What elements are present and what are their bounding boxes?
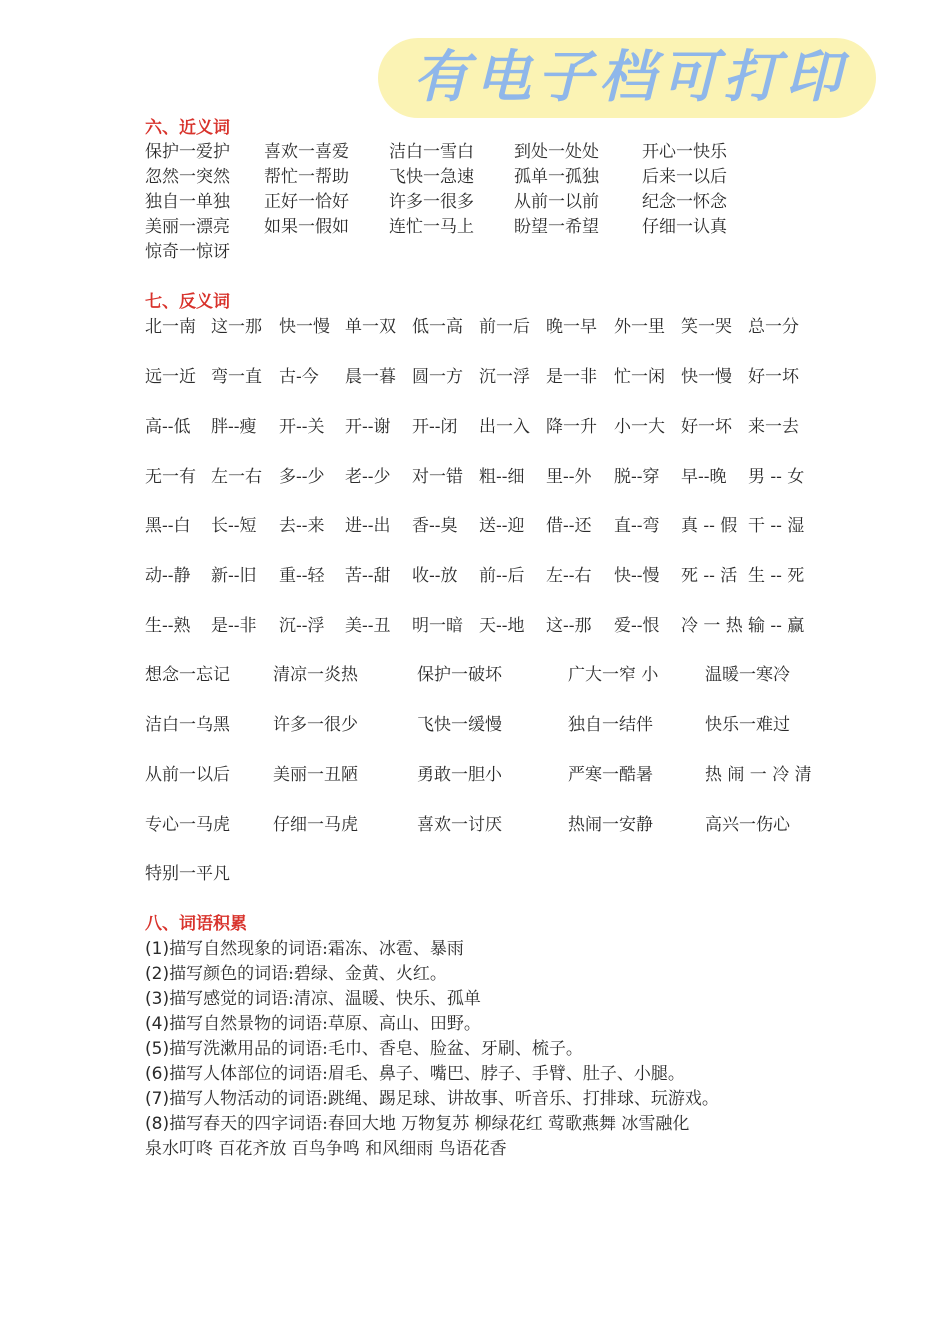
antonym-pair: 好一坏 bbox=[681, 417, 732, 437]
antonym-pair: 粗--细 bbox=[479, 467, 525, 487]
synonym-pair: 许多一很多 bbox=[389, 192, 474, 212]
antonym-pair: 沉一浮 bbox=[479, 367, 530, 387]
item-number: (7) bbox=[145, 1089, 170, 1109]
vocabulary-item bbox=[145, 936, 464, 962]
antonym-pair: 弯一直 bbox=[211, 367, 262, 387]
antonym-pair: 单一双 bbox=[345, 317, 396, 337]
section-8-title: 八、词语积累 bbox=[145, 914, 247, 934]
item-number: (1) bbox=[145, 939, 170, 959]
section-7-title: 七、反义词 bbox=[145, 292, 230, 312]
antonym-pair: 生--熟 bbox=[145, 616, 191, 636]
antonym-pair: 飞快一缓慢 bbox=[417, 715, 502, 735]
antonym-pair: 这一那 bbox=[211, 317, 262, 337]
item-number: (5) bbox=[145, 1039, 170, 1059]
antonym-pair: 洁白一乌黑 bbox=[145, 715, 230, 735]
antonym-pair: 从前一以后 bbox=[145, 765, 230, 785]
antonym-pair: 专心一马虎 bbox=[145, 815, 230, 835]
item-text: 泉水叮咚 百花齐放 百鸟争鸣 和风细雨 鸟语花香 bbox=[145, 1139, 507, 1159]
vocabulary-item bbox=[145, 1111, 689, 1137]
antonym-pair: 高兴一伤心 bbox=[705, 815, 790, 835]
antonym-pair: 是--非 bbox=[211, 616, 257, 636]
synonym-pair: 开心一快乐 bbox=[642, 142, 727, 162]
synonym-pair: 独自一单独 bbox=[145, 192, 230, 212]
antonym-pair: 远一近 bbox=[145, 367, 196, 387]
antonym-pair: 动--静 bbox=[145, 566, 191, 586]
item-text: 描写人物活动的词语:跳绳、踢足球、讲故事、听音乐、打排球、玩游戏。 bbox=[169, 1089, 719, 1109]
antonym-pair: 快一慢 bbox=[681, 367, 732, 387]
antonym-pair: 忙一闲 bbox=[614, 367, 665, 387]
antonym-pair: 热 闹 一 冷 清 bbox=[705, 765, 812, 785]
antonym-pair: 老--少 bbox=[345, 467, 391, 487]
antonym-pair: 清凉一炎热 bbox=[273, 665, 358, 685]
item-number: (2) bbox=[145, 964, 170, 984]
section-6-title: 六、近义词 bbox=[145, 118, 230, 138]
antonym-pair: 左--右 bbox=[546, 566, 592, 586]
antonym-pair: 死 -- 活 bbox=[681, 566, 738, 586]
antonym-pair: 来一去 bbox=[748, 417, 799, 437]
antonym-pair: 勇敢一胆小 bbox=[417, 765, 502, 785]
antonym-pair: 好一坏 bbox=[748, 367, 799, 387]
synonym-pair: 纪念一怀念 bbox=[642, 192, 727, 212]
synonym-pair: 从前一以前 bbox=[514, 192, 599, 212]
antonym-pair: 降一升 bbox=[546, 417, 597, 437]
antonym-pair: 真 -- 假 bbox=[681, 516, 738, 536]
antonym-pair: 男 -- 女 bbox=[748, 467, 805, 487]
antonym-pair: 仔细一马虎 bbox=[273, 815, 358, 835]
synonym-pair: 孤单一孤独 bbox=[514, 167, 599, 187]
antonym-pair: 黑--白 bbox=[145, 516, 191, 536]
item-text: 描写颜色的词语:碧绿、金黄、火红。 bbox=[169, 964, 447, 984]
item-number: (6) bbox=[145, 1064, 170, 1084]
vocabulary-item bbox=[145, 1086, 719, 1112]
item-text: 描写春天的四字词语:春回大地 万物复苏 柳绿花红 莺歌燕舞 冰雪融化 bbox=[169, 1114, 690, 1134]
antonym-pair: 想念一忘记 bbox=[145, 665, 230, 685]
antonym-pair: 笑一哭 bbox=[681, 317, 732, 337]
vocabulary-item bbox=[145, 961, 447, 987]
antonym-pair: 收--放 bbox=[412, 566, 458, 586]
synonym-pair: 保护一爱护 bbox=[145, 142, 230, 162]
antonym-pair: 左一右 bbox=[211, 467, 262, 487]
vocabulary-item bbox=[145, 1136, 507, 1162]
antonym-pair: 直--弯 bbox=[614, 516, 660, 536]
antonym-pair: 爱--恨 bbox=[614, 616, 660, 636]
antonym-pair: 苦--甜 bbox=[345, 566, 391, 586]
synonym-pair: 正好一恰好 bbox=[264, 192, 349, 212]
antonym-pair: 明一暗 bbox=[412, 616, 463, 636]
antonym-pair: 送--迎 bbox=[479, 516, 525, 536]
synonym-pair: 后来一以后 bbox=[642, 167, 727, 187]
antonym-pair: 开--闭 bbox=[412, 417, 458, 437]
antonym-pair: 独自一结伴 bbox=[568, 715, 653, 735]
antonym-pair: 开--关 bbox=[279, 417, 325, 437]
antonym-pair: 对一错 bbox=[412, 467, 463, 487]
watermark-text: 有电子档可打印 bbox=[413, 45, 847, 110]
item-number: (4) bbox=[145, 1014, 170, 1034]
antonym-pair: 广大一窄 小 bbox=[568, 665, 659, 685]
antonym-pair: 晨一暮 bbox=[345, 367, 396, 387]
antonym-pair: 外一里 bbox=[614, 317, 665, 337]
antonym-pair: 美--丑 bbox=[345, 616, 391, 636]
antonym-pair: 沉--浮 bbox=[279, 616, 325, 636]
antonym-pair: 干 -- 湿 bbox=[748, 516, 805, 536]
antonym-pair: 快一慢 bbox=[279, 317, 330, 337]
antonym-pair: 长--短 bbox=[211, 516, 257, 536]
synonym-pair: 洁白一雪白 bbox=[389, 142, 474, 162]
synonym-pair: 连忙一马上 bbox=[389, 217, 474, 237]
item-text: 描写洗漱用品的词语:毛巾、香皂、脸盆、牙刷、梳子。 bbox=[169, 1039, 583, 1059]
antonym-pair: 北一南 bbox=[145, 317, 196, 337]
synonym-pair: 盼望一希望 bbox=[514, 217, 599, 237]
antonym-pair: 严寒一酷暑 bbox=[568, 765, 653, 785]
antonym-pair: 快--慢 bbox=[614, 566, 660, 586]
synonym-pair: 如果一假如 bbox=[264, 217, 349, 237]
antonym-pair: 生 -- 死 bbox=[748, 566, 805, 586]
antonym-pair: 晚一早 bbox=[546, 317, 597, 337]
item-text: 描写自然景物的词语:草原、高山、田野。 bbox=[169, 1014, 481, 1034]
antonym-pair: 圆一方 bbox=[412, 367, 463, 387]
antonym-pair: 去--来 bbox=[279, 516, 325, 536]
antonym-pair: 低一高 bbox=[412, 317, 463, 337]
antonym-pair: 出一入 bbox=[479, 417, 530, 437]
antonym-pair: 天--地 bbox=[479, 616, 525, 636]
vocabulary-item bbox=[145, 1036, 583, 1062]
antonym-pair: 小一大 bbox=[614, 417, 665, 437]
antonym-pair: 前一后 bbox=[479, 317, 530, 337]
antonym-pair: 高--低 bbox=[145, 417, 191, 437]
antonym-pair: 古-今 bbox=[279, 367, 319, 387]
antonym-pair: 快乐一难过 bbox=[705, 715, 790, 735]
antonym-pair: 美丽一丑陋 bbox=[273, 765, 358, 785]
synonym-pair: 飞快一急速 bbox=[389, 167, 474, 187]
antonym-pair: 多--少 bbox=[279, 467, 325, 487]
antonym-pair: 许多一很少 bbox=[273, 715, 358, 735]
item-text: 描写感觉的词语:清凉、温暖、快乐、孤单 bbox=[169, 989, 481, 1009]
antonym-pair: 输 -- 赢 bbox=[748, 616, 805, 636]
vocabulary-item bbox=[145, 1061, 685, 1087]
synonym-pair: 帮忙一帮助 bbox=[264, 167, 349, 187]
synonym-pair: 惊奇一惊讶 bbox=[145, 242, 230, 262]
antonym-pair: 早--晚 bbox=[681, 467, 727, 487]
antonym-pair: 冷 一 热 bbox=[681, 616, 743, 636]
antonym-pair: 特别一平凡 bbox=[145, 864, 230, 884]
antonym-pair: 脱--穿 bbox=[614, 467, 660, 487]
antonym-pair: 喜欢一讨厌 bbox=[417, 815, 502, 835]
antonym-pair: 重--轻 bbox=[279, 566, 325, 586]
antonym-pair: 这--那 bbox=[546, 616, 592, 636]
antonym-pair: 无一有 bbox=[145, 467, 196, 487]
antonym-pair: 香--臭 bbox=[412, 516, 458, 536]
antonym-pair: 胖--瘦 bbox=[211, 417, 257, 437]
antonym-pair: 前--后 bbox=[479, 566, 525, 586]
antonym-pair: 借--还 bbox=[546, 516, 592, 536]
antonym-pair: 开--谢 bbox=[345, 417, 391, 437]
vocabulary-item bbox=[145, 1011, 481, 1037]
antonym-pair: 新--旧 bbox=[211, 566, 257, 586]
synonym-pair: 喜欢一喜爱 bbox=[264, 142, 349, 162]
synonym-pair: 仔细一认真 bbox=[642, 217, 727, 237]
vocabulary-item bbox=[145, 986, 481, 1012]
synonym-pair: 美丽一漂亮 bbox=[145, 217, 230, 237]
synonym-pair: 忽然一突然 bbox=[145, 167, 230, 187]
antonym-pair: 保护一破坏 bbox=[417, 665, 502, 685]
item-text: 描写自然现象的词语:霜冻、冰雹、暴雨 bbox=[169, 939, 464, 959]
item-text: 描写人体部位的词语:眉毛、鼻子、嘴巴、脖子、手臂、肚子、小腿。 bbox=[169, 1064, 685, 1084]
antonym-pair: 热闹一安静 bbox=[568, 815, 653, 835]
antonym-pair: 里--外 bbox=[546, 467, 592, 487]
item-number: (8) bbox=[145, 1114, 170, 1134]
antonym-pair: 总一分 bbox=[748, 317, 799, 337]
item-number: (3) bbox=[145, 989, 170, 1009]
antonym-pair: 是一非 bbox=[546, 367, 597, 387]
antonym-pair: 进--出 bbox=[345, 516, 391, 536]
synonym-pair: 到处一处处 bbox=[514, 142, 599, 162]
antonym-pair: 温暖一寒冷 bbox=[705, 665, 790, 685]
